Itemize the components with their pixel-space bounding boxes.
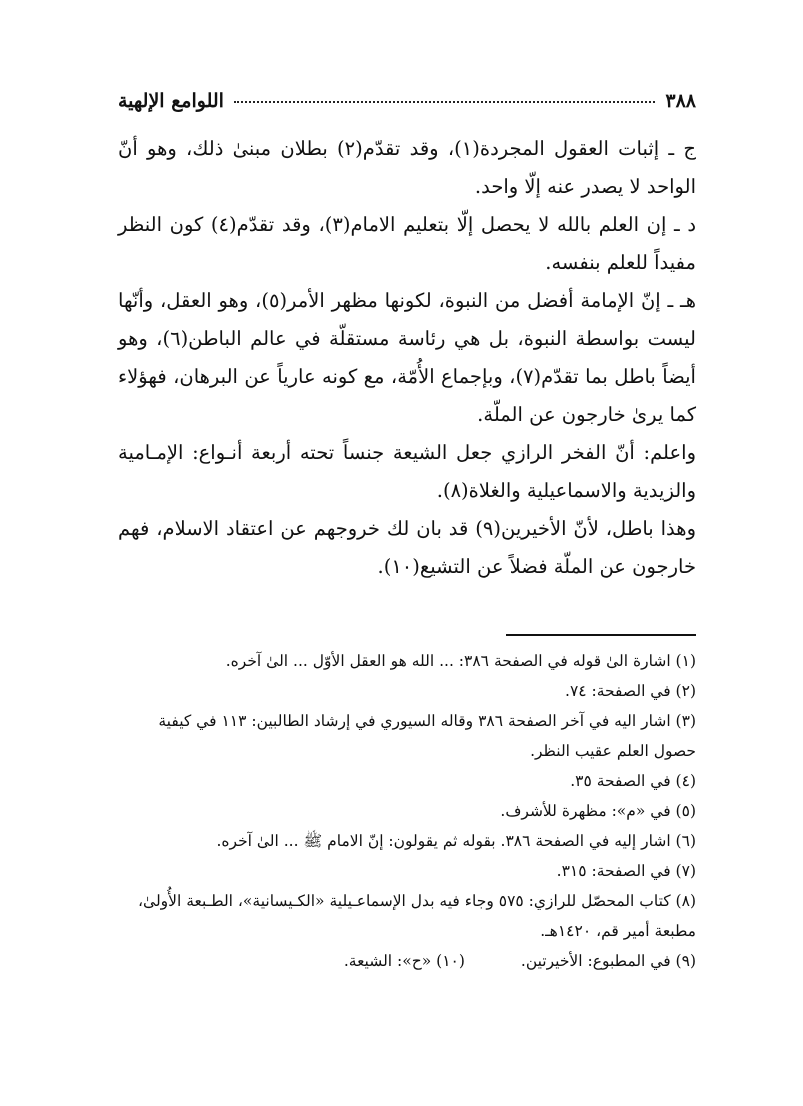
footnote-1: (١) اشارة الىٰ قوله في الصفحة ٣٨٦: ... الله هو العقل الأوّل ... الىٰ آخره.	[225, 652, 696, 670]
running-header	[118, 90, 696, 124]
footnote-separator	[506, 634, 696, 636]
paragraph-dal: د ـ إن العلم بالله لا يحصل إلّا بتعليم الامام(٣)، وقد تقدّم(٤) كون النظر مفيداً للعلم بنفسه.	[118, 213, 696, 274]
paragraph-ha: هـ ـ إنّ الإمامة أفضل من النبوة، لكونها مظهر الأمر(٥)، وهو العقل، وأنّها ليست بواسطة النبوة، بل هي رئاسة مستقلّة في عالم الباطن(٦)، وهو أيضاً باطل بما تقدّم(٧)، وبإجماع الأُمّة، مع كونه عارياً عن البرهان، فهؤلاء كما يرىٰ خارجون عن الملّة.	[118, 289, 696, 426]
paragraph-jim: ج ـ إثبات العقول المجردة(١)، وقد تقدّم(٢) بطلان مبنىٰ ذلك، وهو أنّ الواحد لا يصدر عنه إلّا واحد.	[118, 137, 697, 198]
paragraph-conclusion: وهذا باطل، لأنّ الأخيرين(٩) قد بان لك خروجهم عن اعتقاد الاسلام، فهم خارجون عن الملّة فضلاً عن التشيع(١٠).	[118, 517, 696, 578]
running-title: اللوامع الإلهية	[118, 90, 224, 112]
page-number: ٣٨٨	[665, 90, 696, 112]
paragraph-know-that: واعلم: أنّ الفخر الرازي جعل الشيعة جنساً تحته أربعة أنـواع: الإمـامية والزيدية والاسماعيلية والغلاة(٨).	[118, 441, 696, 502]
footnote-5: (٥) في «م»: مظهرة للأشرف.	[500, 802, 696, 820]
header-leader-dots	[234, 91, 655, 103]
section-gap	[118, 586, 696, 634]
document-page	[118, 90, 696, 976]
footnote-3: (٣) اشار اليه في آخر الصفحة ٣٨٦ وقاله السيوري في إرشاد الطالبين: ١١٣ في كيفية حصول العلم عقيب النظر.	[158, 712, 696, 760]
footnote-7: (٧) في الصفحة: ٣١٥.	[556, 862, 696, 880]
footnotes	[118, 646, 696, 976]
footnote-row-last	[118, 946, 696, 976]
footnote-9: (٩) في المطبوع: الأخيرتين.	[520, 952, 696, 970]
footnote-4: (٤) في الصفحة ٣٥.	[570, 772, 696, 790]
footnote-separator-wrap	[118, 634, 696, 636]
footnote-10: (١٠) «ح»: الشيعة.	[343, 952, 465, 970]
footnote-2: (٢) في الصفحة: ٧٤.	[565, 682, 696, 700]
footnote-8: (٨) كتاب المحصّل للرازي: ٥٧٥ وجاء فيه بدل الإسماعـيلية «الكـيسانية»، الطـبعة الأُولىٰ، مطبعة أمير قم، ١٤٢٠هـ.	[138, 892, 696, 940]
footnote-6: (٦) اشار إليه في الصفحة ٣٨٦. بقوله ثم يقولون: إنّ الامام ﷺ ... الىٰ آخره.	[216, 832, 696, 850]
